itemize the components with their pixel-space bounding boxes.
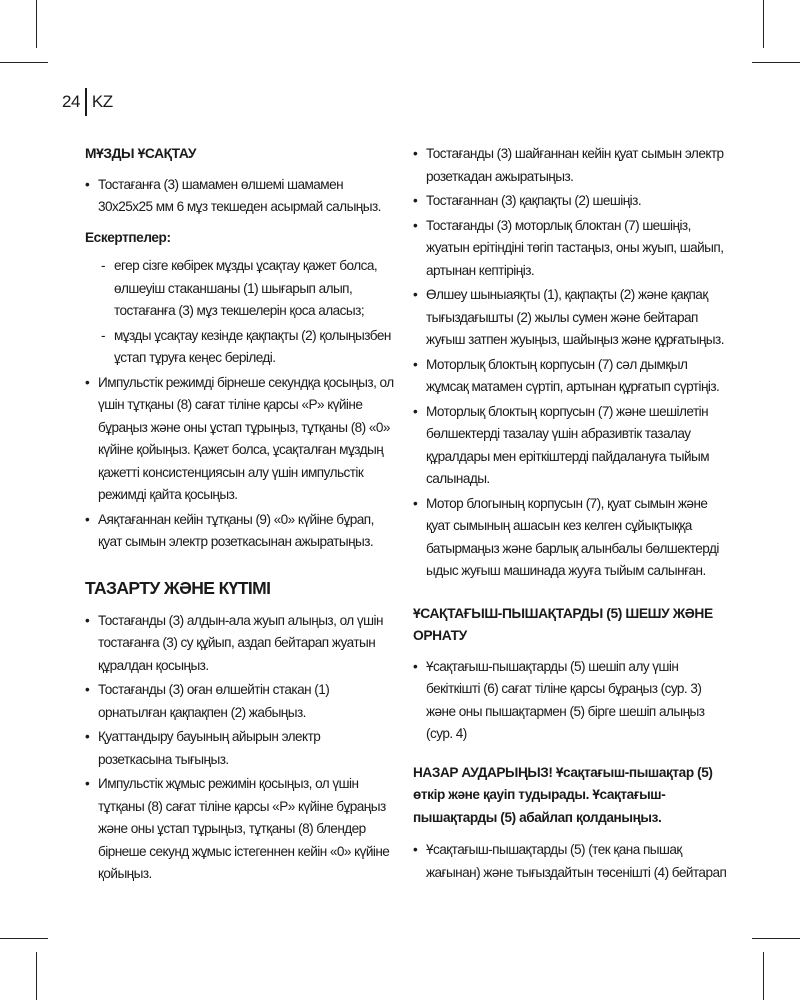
list-item: • Өлшеу шыныаяқты (1), қақпақты (2) және қақпақ тығыздағышты (2) жылы сумен және бейтарап жуғыш затпен жуыңыз, шайыңыз және құрғатыңыз. [413,284,731,352]
page-number: 24 [62,92,80,111]
section-title-blades: ҰСАҚТАҒЫШ-ПЫШАҚТАРДЫ (5) ШЕШУ ЖӘНЕ ОРНАТУ [413,605,713,643]
list-item: • Тостағанды (3) моторлық блоктан (7) шешіңіз, жуатын ерітіндіні төгіп тастаңыз, оны жуып, шайып, артынан кептіріңіз. [413,215,731,283]
list-item: • Тостағанға (3) шамамен өлшемі шамамен 30x25x25 мм 6 мұз текшеден асырмай салыңыз. [85,174,397,219]
note-item: - мұзды ұсақтау кезінде қақпақты (2) қолыңызбен ұстап тұруға кеңес беріледі. [101,325,397,370]
list-item: • Моторлық блоктың корпусын (7) және шешілетін бөлшектерді тазалау үшін абразивтік тазалау құралдары мен еріткіштерді пайдалануға тыйым салынады. [413,401,731,491]
notes-title: Ескертпелер: [85,229,171,245]
list-item: • Тостағанды (3) шайғаннан кейін қуат сымын электр розеткадан ажыратыңыз. [413,143,731,188]
note-item: - егер сізге көбірек мұзды ұсақтау қажет болса, өлшеуіш стаканшаны (1) шығарып алып, тостағанға (3) мұз текшелерін қоса аласыз; [101,255,397,323]
list-item: • Мотор блогының корпусын (7), қуат сымын және қуат сымының ашасын кез келген сұйықтыққа батырмаңыз және барлық алынбалы бөлшектерді ыдыс жуғыш машинада жууға тыйым салынған. [413,493,731,583]
crop-mark [752,938,800,939]
list-item: • Ұсақтағыш-пышақтарды (5) шешіп алу үшін бекіткішті (6) сағат тіліне қарсы бұраңыз (сур. 3) және оны пышақтармен (5) бірге шешіп алыңыз (сур. 4) [413,656,731,746]
bullet-list [85,610,397,886]
list-item: • Тостағанды (3) оған өлшейтін стакан (1) орнатылған қақпақпен (2) жабыңыз. [85,679,397,724]
notes-list [85,255,397,370]
right-column [413,143,731,886]
bullet-list [413,143,731,583]
bullet-list [413,839,731,884]
header-divider [85,88,87,116]
bullet-list [85,372,397,554]
bullet-list [413,656,731,746]
crop-mark [752,62,800,63]
crop-mark [36,0,37,48]
list-item: • Моторлық блоктың корпусын (7) сәл дымқыл жұмсақ матамен сүртіп, артынан құрғатып сүртіңіз. [413,354,731,399]
list-item: • Импульстік режимді бірнеше секундқа қосыңыз, ол үшін тұтқаны (8) сағат тіліне қарсы «P» күйіне бұраңыз және оны ұстап тұрыңыз, тұтқаны (8) «0» күйіне қойыңыз. Қажет болса, ұсақталған мұздың қажетті консистенциясын алу үшін импульстік режимді қайта қосыңыз. [85,372,397,507]
language-code: KZ [91,92,113,111]
list-item: • Ұсақтағыш-пышақтарды (5) (тек қана пышақ жағынан) және тығыздайтын төсенішті (4) бейтарап [413,839,731,884]
list-item: • Аяқтағаннан кейін тұтқаны (9) «0» күйіне бұрап, қуат сымын электр розеткасынан ажыратыңыз. [85,509,397,554]
list-item: • Импульстік жұмыс режимін қосыңыз, ол үшін тұтқаны (8) сағат тіліне қарсы «P» күйіне бұраңыз және оны ұстап тұрыңыз, тұтқаны (8) блендер бірнеше секунд жұмыс істегеннен кейін «0» күйіне қойыңыз. [85,773,397,886]
bullet-list [85,174,397,219]
list-item: • Тостағаннан (3) қақпақты (2) шешіңіз. [413,190,731,213]
crop-mark [36,952,37,1000]
section-title-cleaning: ТАЗАРТУ ЖӘНЕ КҮТІМІ [85,577,271,598]
section-title-ice-crushing: МҰЗДЫ ҰСАҚТАУ [85,146,197,161]
crop-mark [0,938,48,939]
page-header [62,88,113,116]
warning-text: НАЗАР АУДАРЫҢЫЗ! Ұсақтағыш-пышақтар (5) өткір және қауіп тудырады. Ұсақтағыш-пышақтарды (5) абайлап қолданыңыз. [413,764,713,825]
crop-mark [0,62,48,63]
crop-mark [763,952,764,1000]
list-item: • Қуаттандыру бауының айырын электр розеткасына тығыңыз. [85,726,397,771]
crop-mark [763,0,764,48]
left-column [85,143,397,888]
list-item: • Тостағанды (3) алдын-ала жуып алыңыз, ол үшін тостағанға (3) су құйып, аздап бейтарап жуатын құралдан қосыңыз. [85,610,397,678]
